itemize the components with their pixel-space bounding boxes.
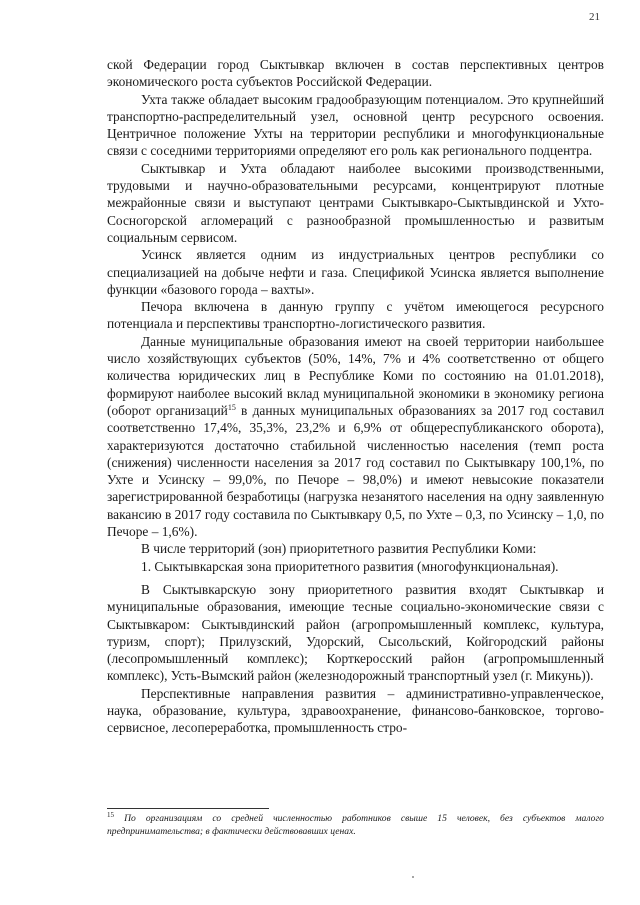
- footnote-divider: [107, 808, 269, 809]
- zone-1-heading: 1. Сыктывкарская зона приоритетного развития (многофункциональная).: [141, 558, 559, 574]
- page-number: 21: [589, 11, 600, 23]
- paragraph-pechora: Печора включена в данную группу с учётом имеющегося ресурсного потенциала и перспективы транспортно-логистического развития.: [107, 299, 604, 332]
- footnote-reference: 15: [227, 402, 236, 412]
- paragraph-syktyvkar-ukhta: Сыктывкар и Ухта обладают наиболее высокими производственными, трудовыми и научно-образовательными ресурсами, концентрируют плотные межрайонные связи и выступают центрами Сыктывкаро-Сыктывдинской и Ухто-Сосногорской агломераций с разнообразной промышленностью и развитым социальным сервисом.: [107, 160, 604, 245]
- paragraph-municipal-data-part1: Данные муниципальные образования имеют на своей территории наибольшее число хозяйствующих субъектов (50%, 14%, 7% и 4% соответственно от общего количества юридических лиц в Республике Коми по состоянию на 01.01.2018), формируют наиболее высокий вклад муниципальной экономики в экономику региона (оборот организаций: [107, 333, 604, 418]
- scan-speck: [412, 876, 414, 878]
- paragraph-municipal-data-part2: в данных муниципальных образованиях за 2017 год составил соответственно 17,4%, 35,3%, 23,2% и 6,9% от общереспубликанского оборота), характеризуются достаточно стабильной численностью населения (темп роста (снижения) численности населения за 2017 год составил по Сыктывкару 100,1%, по Ухте и Усинску – 99,0%, по Печоре – 98,0%) и имеют невысокие показатели зарегистрированной безработицы (нагрузка незанятого населения на одну заявленную вакансию в 2017 году составила по Сыктывкару 0,5, по Ухте – 0,3, по Усинску – 1,0, по Печоре – 1,6%).: [107, 402, 605, 540]
- zones-intro: В числе территорий (зон) приоритетного развития Республики Коми:: [141, 541, 537, 557]
- prospects-paragraph: Перспективные направления развития – административно-управленческое, наука, образование, культура, здравоохранение, финансово-банковское, торгово-сервисное, лесопереработка, промышленность стро-: [107, 685, 604, 736]
- zone-1-description: В Сыктывкарскую зону приоритетного развития входят Сыктывкар и муниципальные образования, имеющие тесные социально-экономические связи с Сыктывкаром: Сыктывдинский район (агропромышленный комплекс, культура, туризм, спорт); Прилузский, Удорский, Сысольский, Койгородский районы (лесопромышленный комплекс); Корткеросский район (агропромышленный комплекс), Усть-Вымский район (железнодорожный транспортный узел (г. Микунь)).: [107, 581, 604, 684]
- paragraph-usinsk: Усинск является одним из индустриальных центров республики со специализацией на добыче нефти и газа. Спецификой Усинска является выполнение функции «базового города – вахты».: [107, 247, 604, 297]
- footnote: [107, 813, 604, 838]
- footnote-text: По организациям со средней численностью работников свыше 15 человек, без субъектов малого предпринимательства; в фактически действовавших ценах.: [107, 813, 604, 837]
- paragraph-continuation: ской Федерации город Сыктывкар включен в состав перспективных центров экономического роста субъектов Российской Федерации.: [107, 57, 604, 90]
- paragraph-municipal-data: [107, 333, 604, 541]
- paragraph-ukhta: Ухта также обладает высоким градообразующим потенциалом. Это крупнейший транспортно-распределительный узел, основной центр ресурсного освоения. Центричное положение Ухты на территории республики и многофункциональные связи с соседними территориями определяют его роль как регионального подцентра.: [107, 91, 604, 159]
- footnote-number: 15: [107, 811, 114, 819]
- page-body: [107, 56, 604, 737]
